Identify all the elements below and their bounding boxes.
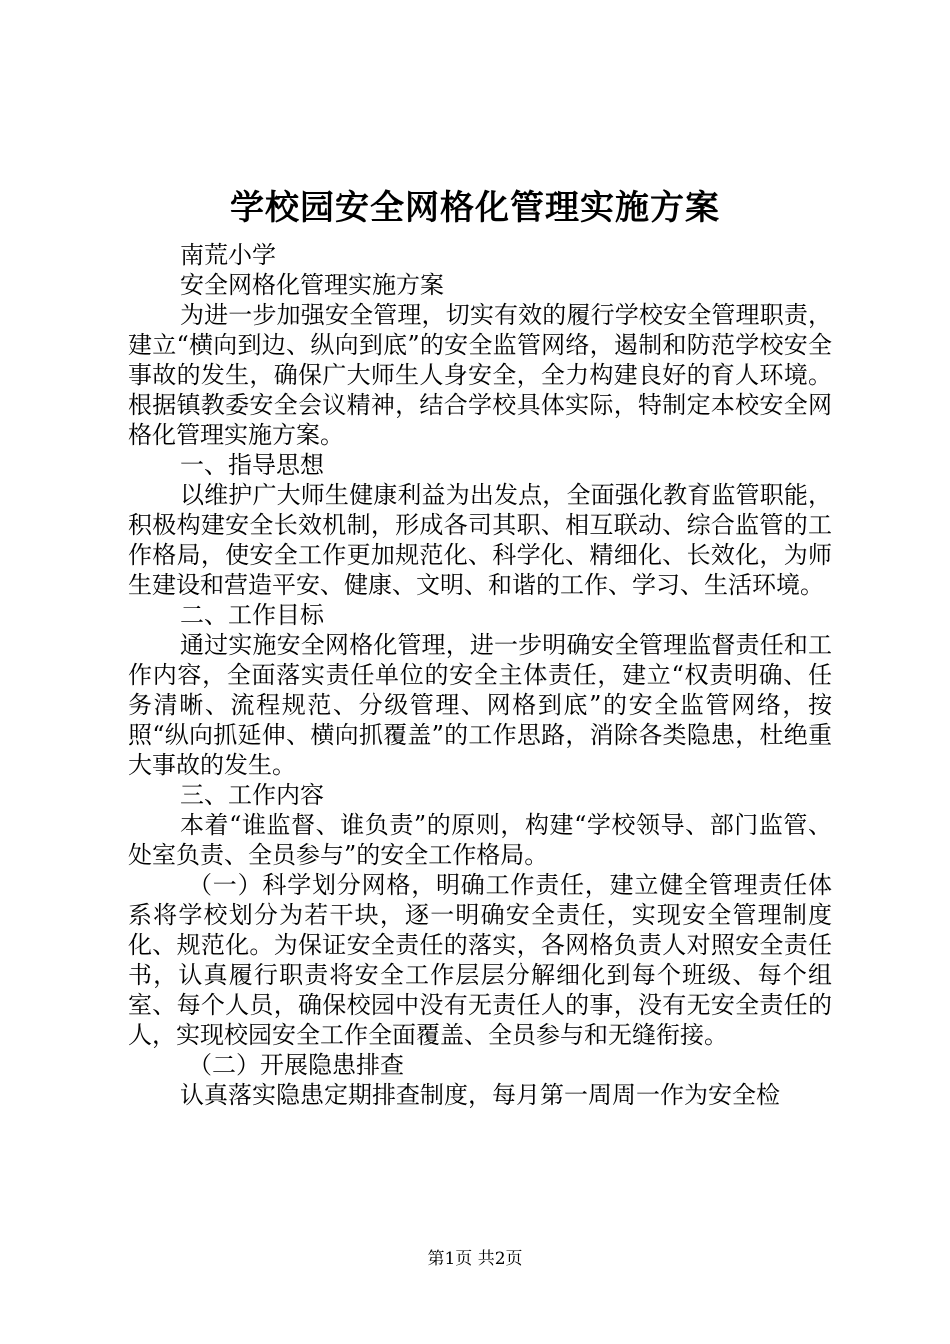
work-content-paragraph: 本着“谁监督、谁负责”的原则，构建“学校领导、部门监管、处室负责、全员参与”的安全工作格局。 — [128, 811, 832, 869]
school-name: 南荒小学 — [180, 241, 276, 269]
document-title: 学校园安全网格化管理实施方案 — [230, 188, 720, 228]
document-body — [128, 240, 832, 1110]
page-footer: 第1页 共2页 — [427, 1249, 523, 1269]
subsection-grid-division: （一）科学划分网格，明确工作责任，建立健全管理责任体系将学校划分为若干块，逐一明确安全责任，实现安全管理制度化、规范化。为保证安全责任的落实，各网格负责人对照安全责任书，认真履行职责将安全工作层层分解细化到每个班级、每个组室、每个人员，确保校园中没有无责任人的事，没有无安全责任的人，实现校园安全工作全面覆盖、全员参与和无缝衔接。 — [128, 871, 832, 1049]
hazard-check-paragraph: 认真落实隐患定期排查制度，每月第一周周一作为安全检 — [180, 1081, 780, 1109]
intro-paragraph: 为进一步加强安全管理，切实有效的履行学校安全管理职责，建立“横向到边、纵向到底”的安全监管网络，遏制和防范学校安全事故的发生，确保广大师生人身安全，全力构建良好的育人环境。根据镇教委安全会议精神，结合学校具体实际，特制定本校安全网格化管理实施方案。 — [128, 301, 832, 449]
subsection-heading-hazard-check: （二）开展隐患排查 — [188, 1051, 404, 1079]
guiding-thought-paragraph: 以维护广大师生健康利益为出发点，全面强化教育监管职能，积极构建安全长效机制，形成各司其职、相互联动、综合监管的工作格局，使安全工作更加规范化、科学化、精细化、长效化，为师生建设和营造平安、健康、文明、和谐的工作、学习、生活环境。 — [128, 481, 832, 599]
section-heading-guiding-thought: 一、指导思想 — [180, 451, 324, 479]
subtitle: 安全网格化管理实施方案 — [180, 271, 444, 299]
section-heading-work-content: 三、工作内容 — [180, 781, 324, 809]
work-goals-paragraph: 通过实施安全网格化管理，进一步明确安全管理监督责任和工作内容，全面落实责任单位的安全主体责任，建立“权责明确、任务清晰、流程规范、分级管理、网格到底”的安全监管网络，按照“纵向抓延伸、横向抓覆盖”的工作思路，消除各类隐患，杜绝重大事故的发生。 — [128, 631, 832, 779]
section-heading-work-goals: 二、工作目标 — [180, 601, 324, 629]
